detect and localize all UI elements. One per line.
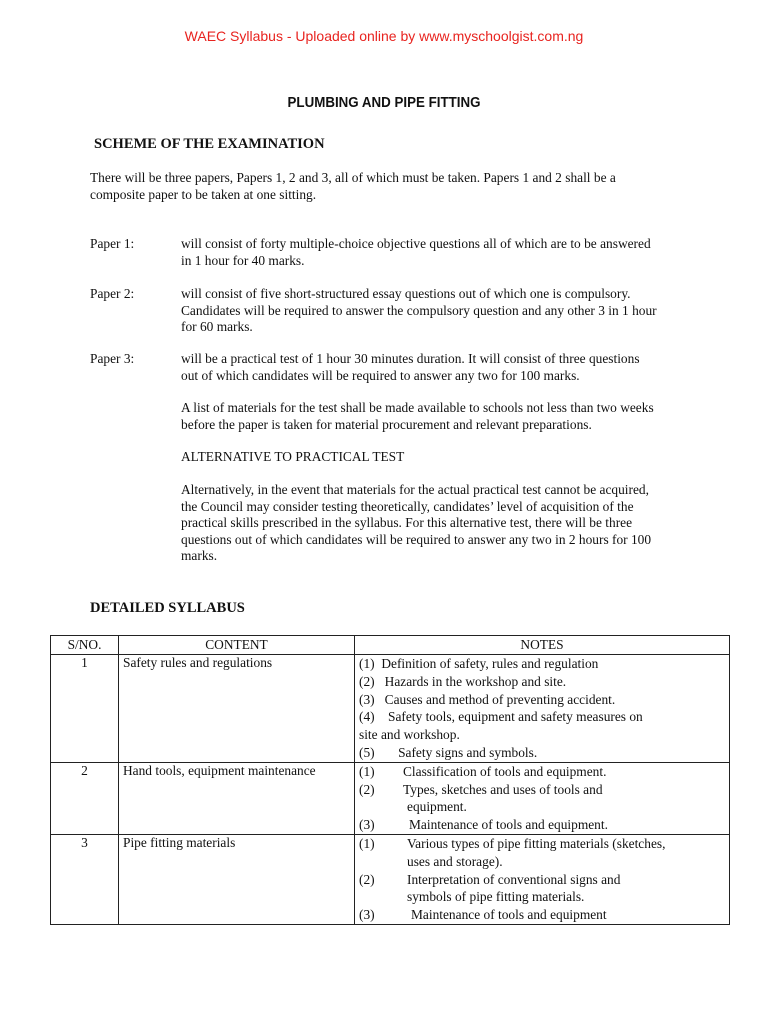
table-row — [51, 655, 730, 763]
intro-line: composite paper to be taken at one sitting. — [90, 186, 317, 202]
row-content: Pipe fitting materials — [119, 834, 355, 924]
note-number: (1) — [359, 763, 375, 779]
materials-line: before the paper is taken for material procurement and relevant preparations. — [181, 416, 592, 432]
syllabus-table — [50, 635, 730, 925]
note-text: Hazards in the workshop and site. — [384, 673, 567, 689]
row-content: Safety rules and regulations — [119, 655, 355, 763]
document-title: PLUMBING AND PIPE FITTING — [287, 95, 481, 111]
note-text: Safety signs and symbols. — [398, 744, 538, 760]
intro-line: There will be three papers, Papers 1, 2 and 3, all of which must be taken. Papers 1 and 2 shall be a — [90, 170, 616, 185]
scheme-heading: SCHEME OF THE EXAMINATION — [94, 136, 325, 152]
header-sno: S/NO. — [51, 636, 119, 655]
row-content: Hand tools, equipment maintenance — [119, 762, 355, 834]
note-continuation: symbols of pipe fitting materials. — [407, 889, 585, 905]
table-row — [51, 834, 730, 924]
note-item — [359, 744, 725, 762]
materials-line: A list of materials for the test shall be made available to schools not less than two weeks — [181, 400, 654, 415]
note-number: (4) — [359, 709, 375, 725]
note-text: Maintenance of tools and equipment. — [409, 817, 608, 833]
note-item — [359, 763, 725, 781]
paper-line: for 60 marks. — [181, 319, 253, 334]
row-sno: 3 — [51, 834, 119, 924]
note-text: Safety tools, equipment and safety measures on — [388, 709, 643, 725]
paper-line: in 1 hour for 40 marks. — [181, 252, 305, 268]
paper-line: Candidates will be required to answer the compulsory question and any other 3 in 1 hour — [181, 302, 657, 318]
note-item — [359, 655, 725, 673]
note-number: (2) — [359, 781, 375, 797]
paper-line: will consist of five short-structured essay questions out of which one is compulsory. — [181, 286, 631, 301]
alternative-line: Alternatively, in the event that materials for the actual practical test cannot be acquired, — [181, 482, 649, 497]
note-text: Maintenance of tools and equipment — [411, 907, 607, 923]
note-text: Definition of safety, rules and regulation — [381, 656, 599, 671]
note-number: (1) — [359, 835, 375, 851]
alternative-line: marks. — [181, 548, 218, 563]
alternative-text — [181, 482, 651, 565]
row-notes — [355, 762, 730, 834]
paper-2-label: Paper 2: — [90, 286, 135, 301]
note-number: (1) — [359, 656, 375, 671]
note-continuation: uses and storage). — [407, 853, 503, 869]
note-continuation: equipment. — [407, 799, 467, 815]
alternative-line: practical skills prescribed in the syllabus. For this alternative test, there will be three — [181, 515, 633, 530]
note-number: (2) — [359, 871, 375, 887]
table-header-row — [51, 636, 730, 655]
materials-notice — [181, 400, 654, 433]
paper-1-description — [181, 236, 651, 269]
row-sno: 1 — [51, 655, 119, 763]
note-text: Classification of tools and equipment. — [403, 763, 607, 779]
header-banner: WAEC Syllabus - Uploaded online by www.myschoolgist.com.ng — [184, 28, 584, 44]
alternative-line: the Council may consider testing theoretically, candidates’ level of acquisition of the — [181, 498, 634, 514]
paper-3-label: Paper 3: — [90, 351, 135, 366]
note-continuation: site and workshop. — [359, 727, 460, 743]
paper-2-description — [181, 286, 657, 336]
note-number: (3) — [359, 907, 375, 923]
paper-3-description — [181, 351, 640, 384]
note-text: Causes and method of preventing accident. — [384, 691, 616, 707]
row-notes — [355, 655, 730, 763]
alternative-heading: ALTERNATIVE TO PRACTICAL TEST — [181, 449, 405, 464]
note-item — [359, 691, 725, 709]
note-item — [359, 708, 725, 726]
note-text: Interpretation of conventional signs and — [407, 871, 621, 887]
note-item — [359, 673, 725, 691]
paper-line: out of which candidates will be required to answer any two for 100 marks. — [181, 367, 580, 383]
note-number: (3) — [359, 691, 375, 707]
row-notes — [355, 834, 730, 924]
note-item — [359, 835, 725, 853]
note-item — [359, 871, 725, 889]
note-number: (5) — [359, 744, 375, 760]
note-number: (2) — [359, 673, 375, 689]
paper-line: will consist of forty multiple-choice objective questions all of which are to be answered — [181, 236, 651, 251]
note-item — [359, 781, 725, 799]
alternative-line: questions out of which candidates will be required to answer any two in 2 hours for 100 — [181, 531, 652, 547]
note-number: (3) — [359, 817, 375, 833]
row-sno: 2 — [51, 762, 119, 834]
syllabus-heading: DETAILED SYLLABUS — [90, 600, 245, 616]
paper-1-label: Paper 1: — [90, 236, 135, 251]
paper-line: will be a practical test of 1 hour 30 minutes duration. It will consist of three questions — [181, 351, 640, 366]
header-content: CONTENT — [119, 636, 355, 655]
note-text: Various types of pipe fitting materials (sketches, — [407, 835, 666, 851]
table-row — [51, 762, 730, 834]
header-notes: NOTES — [355, 636, 730, 655]
scheme-intro — [90, 170, 616, 203]
note-item — [359, 906, 725, 924]
note-text: Types, sketches and uses of tools and — [403, 781, 603, 797]
note-item — [359, 816, 725, 834]
